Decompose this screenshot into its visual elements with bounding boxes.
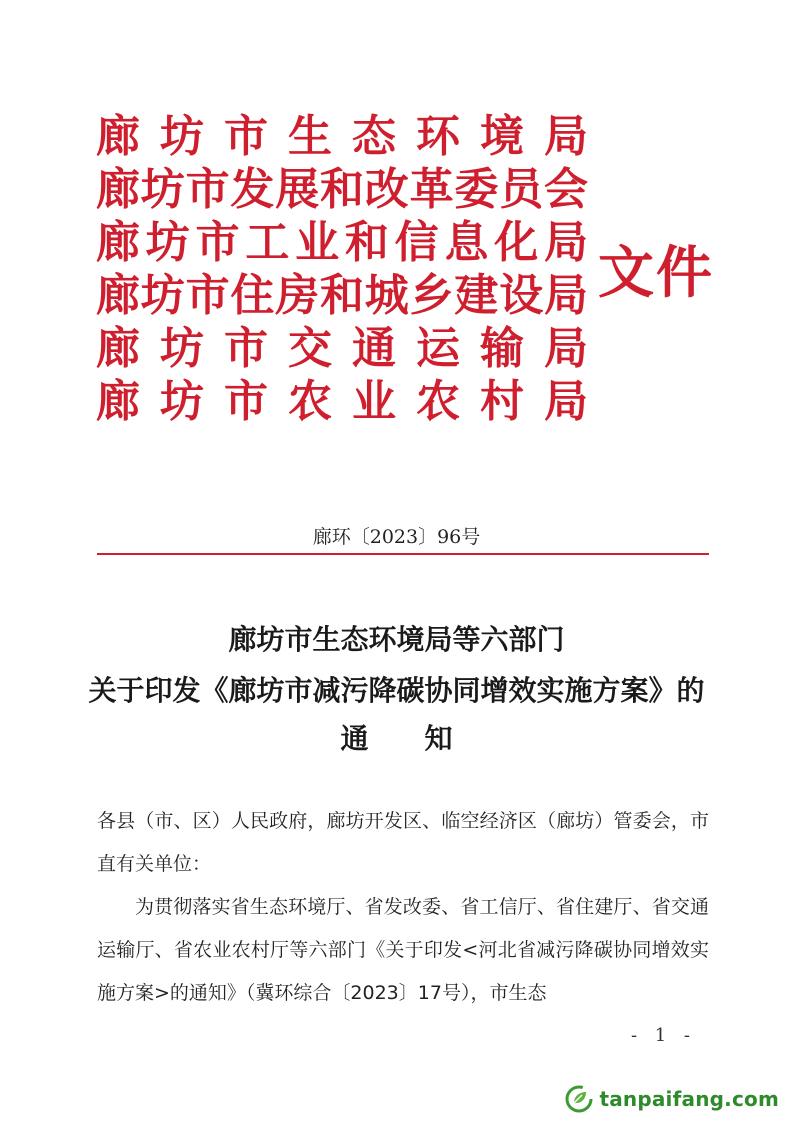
issuing-agencies bbox=[96, 110, 588, 428]
document-number: 廊环〔2023〕96号 bbox=[312, 526, 481, 548]
addressee-paragraph: 各县（市、区）人民政府，廊坊开发区、临空经济区（廊坊）管委会，市直有关单位： bbox=[97, 810, 709, 875]
title-line-2: 关于印发《廊坊市减污降碳协同增效实施方案》的 bbox=[88, 674, 705, 707]
leaf-logo-icon bbox=[565, 1085, 593, 1113]
document-header bbox=[96, 110, 716, 430]
agency-name: 廊坊市农业农村局 bbox=[96, 376, 588, 427]
agency-name: 廊坊市工业和信息化局 bbox=[96, 217, 588, 268]
agency-name: 廊坊市交通运输局 bbox=[96, 323, 588, 374]
red-divider bbox=[97, 553, 709, 555]
document-type-label: 文件 bbox=[598, 240, 714, 306]
page-number: - 1 - bbox=[630, 1025, 696, 1046]
agency-name: 廊坊市住房和城乡建设局 bbox=[96, 270, 588, 321]
body-paragraph: 为贯彻落实省生态环境厅、省发改委、省工信厅、省住建厅、省交通运输厅、省农业农村厅等六部门《关于印发<河北省减污降碳协同增效实施方案>的通知》（冀环综合〔2023〕17号），市生态 bbox=[97, 896, 709, 1004]
site-watermark[interactable] bbox=[565, 1085, 779, 1113]
agency-name: 廊坊市发展和改革委员会 bbox=[96, 164, 588, 215]
title-line-3: 通知 bbox=[340, 722, 509, 755]
agency-name: 廊坊市生态环境局 bbox=[96, 111, 588, 162]
title-line-1: 廊坊市生态环境局等六部门 bbox=[228, 623, 565, 656]
watermark-text: tanpaifang.com bbox=[599, 1087, 779, 1111]
document-body bbox=[97, 800, 709, 1015]
